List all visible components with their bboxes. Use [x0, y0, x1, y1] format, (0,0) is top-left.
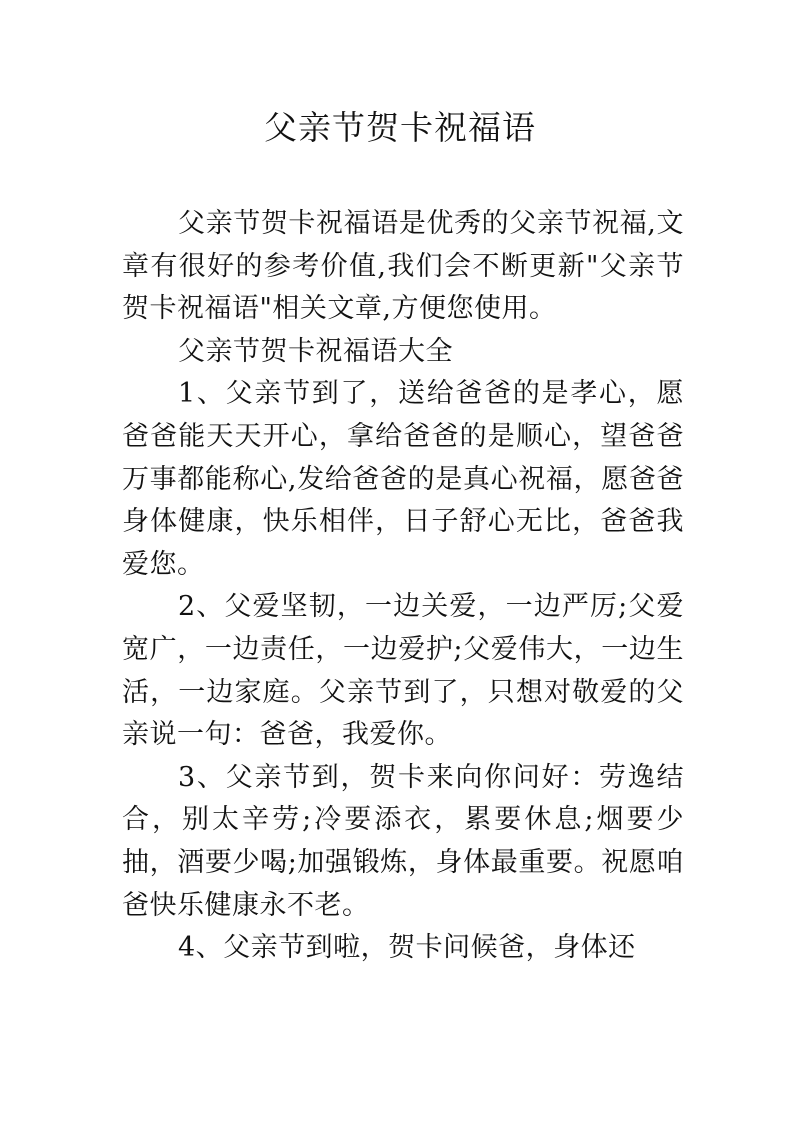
- blessing-item-1: 1、父亲节到了，送给爸爸的是孝心，愿爸爸能天天开心，拿给爸爸的是顺心，望爸爸万事都能称心,发给爸爸的是真心祝福，愿爸爸身体健康，快乐相伴，日子舒心无比，爸爸我爱您。: [122, 378, 684, 580]
- blessing-item-2: 2、父爱坚韧，一边关爱，一边严厉;父爱宽广，一边责任，一边爱护;父爱伟大，一边生活，一边家庭。父亲节到了，只想对敬爱的父亲说一句：爸爸，我爱你。: [122, 591, 684, 751]
- section-heading: 父亲节贺卡祝福语大全: [178, 335, 453, 367]
- blessing-item-3: 3、父亲节到，贺卡来向你问好：劳逸结合，别太辛劳;冷要添衣，累要休息;烟要少抽，酒要少喝;加强锻炼，身体最重要。祝愿咱爸快乐健康永不老。: [122, 761, 684, 921]
- blessing-item-4: 4、父亲节到啦，贺卡问候爸，身体还: [178, 932, 636, 964]
- document-body: [122, 203, 684, 970]
- page-title: 父亲节贺卡祝福语: [264, 108, 536, 147]
- intro-paragraph: 父亲节贺卡祝福语是优秀的父亲节祝福,文章有很好的参考价值,我们会不断更新"父亲节贺卡祝福语"相关文章,方便您使用。: [122, 208, 684, 325]
